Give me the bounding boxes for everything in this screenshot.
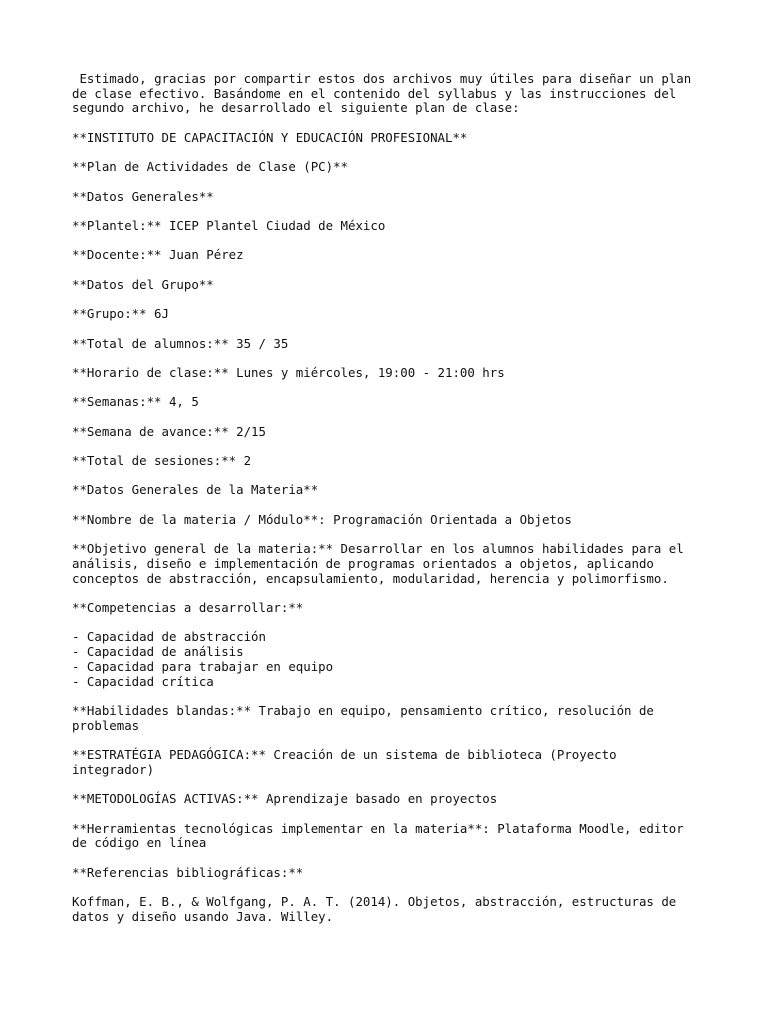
metodologias-line: **METODOLOGÍAS ACTIVAS:** Aprendizaje basado en proyectos: [72, 791, 498, 807]
objetivo-paragraph: **Objetivo general de la materia:** Desarrollar en los alumnos habilidades para el análisis, diseño e implementación de programas orientados a objetos, aplicando conceptos de abstracción, encapsulamiento, modularidad, herencia y polimorfismo.: [72, 541, 692, 586]
docente-line: **Docente:** Juan Pérez: [72, 247, 244, 263]
general-data-heading: **Datos Generales**: [72, 188, 214, 204]
total-alumnos-line: **Total de alumnos:** 35 / 35: [72, 335, 289, 351]
estrategia-paragraph: **ESTRATÉGIA PEDAGÓGICA:** Creación de un sistema de biblioteca (Proyecto integrador): [72, 747, 625, 777]
list-item: - Capacidad para trabajar en equipo: [72, 658, 334, 674]
referencias-heading: **Referencias bibliográficas:**: [72, 864, 304, 880]
habilidades-paragraph: **Habilidades blandas:** Trabajo en equipo, pensamiento crítico, resolución de problemas: [72, 702, 662, 733]
semanas-line: **Semanas:** 4, 5: [72, 394, 199, 410]
list-item: - Capacidad crítica: [72, 673, 214, 689]
grupo-line: **Grupo:** 6J: [72, 306, 169, 322]
herramientas-paragraph: **Herramientas tecnológicas implementar en la materia**: Plataforma Moodle, editor de código en línea: [72, 820, 692, 851]
referencia-entry: Koffman, E. B., & Wolfgang, P. A. T. (2014). Objetos, abstracción, estructuras de datos y diseño usando Java. Willey.: [72, 894, 684, 924]
group-data-heading: **Datos del Grupo**: [72, 276, 214, 292]
semana-avance-line: **Semana de avance:** 2/15: [72, 423, 266, 439]
list-item: - Capacidad de abstracción: [72, 629, 266, 645]
subject-data-heading: **Datos Generales de la Materia**: [72, 482, 319, 498]
total-sesiones-line: **Total de sesiones:** 2: [72, 453, 252, 469]
competencias-list: [72, 630, 702, 689]
plantel-line: **Plantel:** ICEP Plantel Ciudad de México: [72, 217, 386, 233]
horario-line: **Horario de clase:** Lunes y miércoles, 19:00 - 21:00 hrs: [72, 364, 505, 380]
materia-line: **Nombre de la materia / Módulo**: Programación Orientada a Objetos: [72, 511, 572, 527]
institute-heading: **INSTITUTO DE CAPACITACIÓN Y EDUCACIÓN PROFESIONAL**: [72, 129, 468, 145]
plan-title: **Plan de Actividades de Clase (PC)**: [72, 159, 349, 175]
list-item: - Capacidad de análisis: [72, 644, 244, 660]
competencias-heading: **Competencias a desarrollar:**: [72, 600, 304, 616]
document-page: [72, 72, 702, 939]
intro-paragraph: Estimado, gracias por compartir estos dos archivos muy útiles para diseñar un plan de clase efectivo. Basándome en el contenido del syllabus y las instrucciones del segundo archivo, he desarrollado el siguiente plan de clase:: [72, 71, 699, 116]
